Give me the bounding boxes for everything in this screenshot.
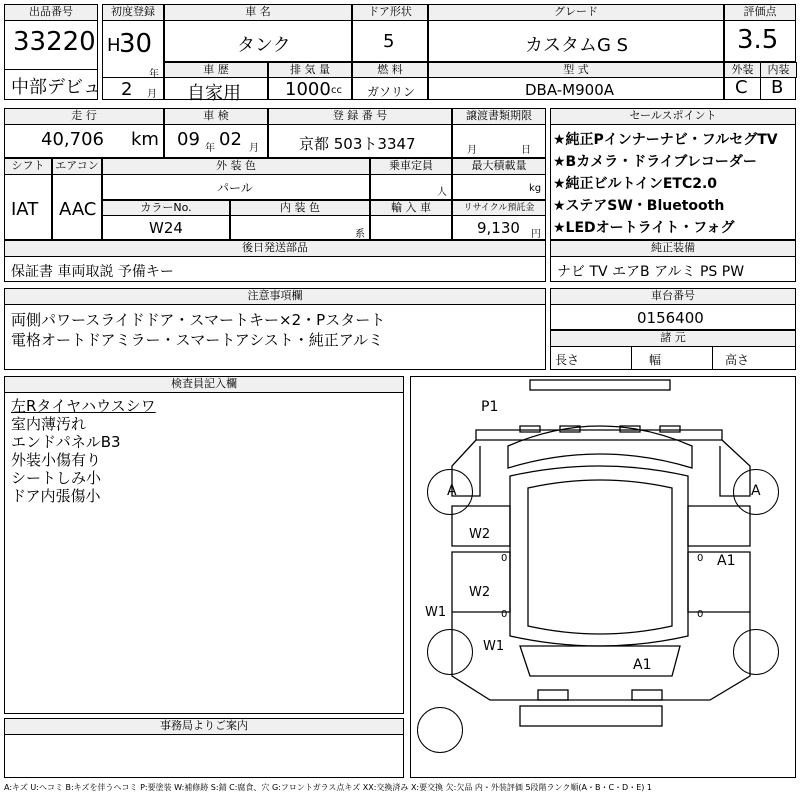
score: 3.5	[737, 25, 779, 55]
zero-mark: 0	[501, 553, 508, 564]
inspector-box	[4, 376, 404, 714]
era: H	[107, 35, 121, 56]
shift: IAT	[11, 199, 39, 220]
recycle: 9,130	[477, 219, 520, 237]
transfer-month-unit: 月	[467, 145, 477, 156]
displacement-box	[268, 62, 352, 100]
import-label: 輸 入 車	[370, 200, 452, 216]
mark-a1-bottom: A1	[633, 657, 652, 673]
legend: A:キズ U:ヘコミ B:キズを伴うヘコミ P:要塗装 W:補修跡 S:錆 C:腐食、穴 G:フロントガラス点キズ XX:交換済み X:要交換 欠:欠品 内・外装評価 5段階ランク順(A・B・C・D・E) 1	[4, 783, 653, 792]
shift-label: シフト	[4, 158, 52, 175]
transfer-box	[452, 108, 546, 158]
spare-wheel	[417, 707, 463, 753]
grade: カスタムG S	[525, 35, 629, 56]
insp-month: 02	[219, 129, 242, 150]
int-color-box	[230, 200, 370, 240]
equipment: ナビ TV エアB アルミ PS PW	[557, 264, 745, 280]
max-load-label: 最大積載量	[452, 158, 546, 175]
sales-point: ★Bカメラ・ドライブレコーダー	[553, 154, 757, 170]
int-label: 内装	[760, 62, 797, 78]
dims-label: 諸 元	[550, 330, 796, 347]
first-registration-box	[102, 4, 164, 100]
reg-no: 京都 503ト3347	[299, 135, 416, 153]
month-unit: 月	[147, 89, 157, 100]
wheel-rear-right	[733, 629, 779, 675]
zero-mark: 0	[697, 609, 704, 620]
car-name: タンク	[237, 35, 291, 56]
displacement: 1000	[285, 79, 331, 100]
int-grade: B	[771, 77, 784, 98]
sales-point: ★純正ビルトインETC2.0	[553, 176, 718, 192]
inspector-line: ドア内張傷小	[11, 487, 101, 505]
sales-points-label: セールスポイント	[550, 108, 796, 125]
recycle-label: リサイクル預託金	[452, 200, 546, 216]
notes-box	[4, 288, 546, 370]
car-diagram	[410, 376, 796, 778]
reg-month: 2	[121, 79, 133, 100]
recycle-box	[452, 200, 546, 240]
doors-box	[352, 4, 428, 62]
mileage-label: 走 行	[4, 108, 164, 125]
inspection-box	[164, 108, 268, 158]
insp-year: 09	[177, 129, 200, 150]
mark-w1-2: W1	[483, 639, 505, 654]
score-box	[724, 4, 796, 62]
capacity-box	[370, 158, 452, 200]
zero-mark: 0	[697, 553, 704, 564]
year-unit: 年	[149, 69, 159, 80]
fuel: ガソリン	[367, 85, 416, 99]
car-outline	[410, 376, 796, 778]
notes-line: 電格オートドアミラー・スマートアシスト・純正アルミ	[11, 331, 384, 349]
score-label: 評価点	[724, 4, 796, 21]
mark-w1-left: W1	[425, 605, 447, 620]
inspector-line: シートしみ小	[11, 469, 102, 487]
mileage: 40,706	[41, 129, 104, 150]
mark-a-right: A	[751, 483, 761, 499]
mark-w2-1: W2	[469, 527, 491, 542]
ac-box	[52, 158, 102, 240]
import-box	[370, 200, 452, 240]
model-label: 型 式	[428, 62, 724, 78]
ext-int-box	[724, 62, 796, 100]
grade-label: グレード	[428, 4, 724, 21]
sales-point: ★LEDオートライト・フォグ	[553, 220, 735, 236]
reg-no-box	[268, 108, 452, 158]
equipment-label: 純正装備	[550, 240, 796, 257]
dims-length: 長さ	[555, 353, 580, 367]
wheel-rear-left	[427, 629, 473, 675]
max-load-box	[452, 158, 546, 200]
int-color-label: 内 装 色	[230, 200, 370, 216]
shift-box	[4, 158, 52, 240]
mark-w2-2: W2	[469, 585, 491, 600]
ext-color-box	[102, 158, 370, 200]
model: DBA-M900A	[525, 81, 615, 99]
ext-label: 外装	[724, 62, 761, 78]
notes-label: 注意事項欄	[4, 288, 546, 305]
capacity-unit: 人	[437, 187, 447, 198]
ext-grade: C	[735, 77, 748, 98]
transfer-label: 譲渡書類期限	[452, 108, 546, 125]
sales-points-box	[550, 108, 796, 240]
doors: 5	[383, 31, 395, 52]
color-no: W24	[149, 219, 183, 237]
equipment-box	[550, 240, 796, 282]
office-label: 事務局よりご案内	[4, 718, 404, 735]
insp-year-unit: 年	[205, 143, 215, 154]
debut-label: 中部デビュ	[11, 77, 101, 98]
mark-p1: P1	[481, 399, 499, 415]
reg-no-label: 登 録 番 号	[268, 108, 452, 125]
model-box	[428, 62, 724, 100]
grade-box	[428, 4, 724, 62]
wheel-front-right	[733, 469, 779, 515]
inspector-label: 検査員記入欄	[4, 376, 404, 393]
color-no-box	[102, 200, 230, 240]
fuel-label: 燃 料	[352, 62, 428, 78]
lot-number-box	[4, 4, 101, 100]
max-load-unit: kg	[529, 183, 542, 194]
first-reg-label: 初度登録	[102, 4, 164, 21]
displacement-unit: cc	[331, 85, 342, 96]
dims-box	[550, 330, 796, 370]
notes-line: 両側パワースライドドア・スマートキー×2・Pスタート	[11, 311, 386, 329]
inspector-line: 左Rタイヤハウスシワ	[11, 397, 156, 415]
capacity-label: 乗車定員	[370, 158, 452, 175]
dims-width: 幅	[649, 353, 662, 367]
history-box	[164, 62, 268, 104]
ac: AAC	[59, 199, 97, 220]
chassis-number: 0156400	[637, 309, 704, 327]
transfer-day-unit: 日	[521, 145, 531, 156]
mark-a1-right: A1	[717, 553, 736, 569]
mileage-box	[4, 108, 164, 158]
ac-label: エアコン	[52, 158, 102, 175]
later-parts-label: 後日発送部品	[4, 240, 546, 257]
dims-height: 高さ	[725, 353, 750, 367]
inspector-line: エンドパネルB3	[11, 433, 121, 451]
zero-mark: 0	[501, 609, 508, 620]
reg-year: 30	[119, 29, 153, 59]
history-label: 車 歴	[164, 62, 268, 78]
chassis-label: 車台番号	[550, 288, 796, 305]
int-color-unit: 系	[355, 229, 365, 240]
mark-a-left: A	[447, 483, 457, 499]
inspector-line: 外装小傷有り	[11, 451, 102, 469]
later-parts: 保証書 車両取説 予備キー	[11, 264, 174, 280]
doors-label: ドア形状	[352, 4, 428, 21]
lot-number-label: 出品番号	[4, 4, 98, 21]
insp-month-unit: 月	[249, 143, 259, 154]
recycle-unit: 円	[531, 229, 541, 240]
displacement-label: 排 気 量	[268, 62, 352, 78]
office-box	[4, 718, 404, 778]
color-no-label: カラーNo.	[102, 200, 230, 216]
sales-point: ★ステアSW・Bluetooth	[553, 198, 725, 214]
mileage-unit: km	[131, 129, 159, 150]
lot-number: 33220	[13, 27, 96, 57]
wheel-front-left	[427, 469, 473, 515]
ext-color-label: 外 装 色	[102, 158, 370, 175]
inspection-label: 車 検	[164, 108, 268, 125]
car-name-box	[164, 4, 352, 62]
ext-color: パール	[217, 181, 253, 195]
car-name-label: 車 名	[164, 4, 352, 21]
history: 自家用	[187, 83, 241, 104]
fuel-box	[352, 62, 428, 100]
inspector-line: 室内薄汚れ	[11, 415, 87, 433]
later-parts-box	[4, 240, 546, 282]
sales-point: ★純正Pインナーナビ・フルセグTV	[553, 132, 778, 148]
chassis-box	[550, 288, 796, 330]
